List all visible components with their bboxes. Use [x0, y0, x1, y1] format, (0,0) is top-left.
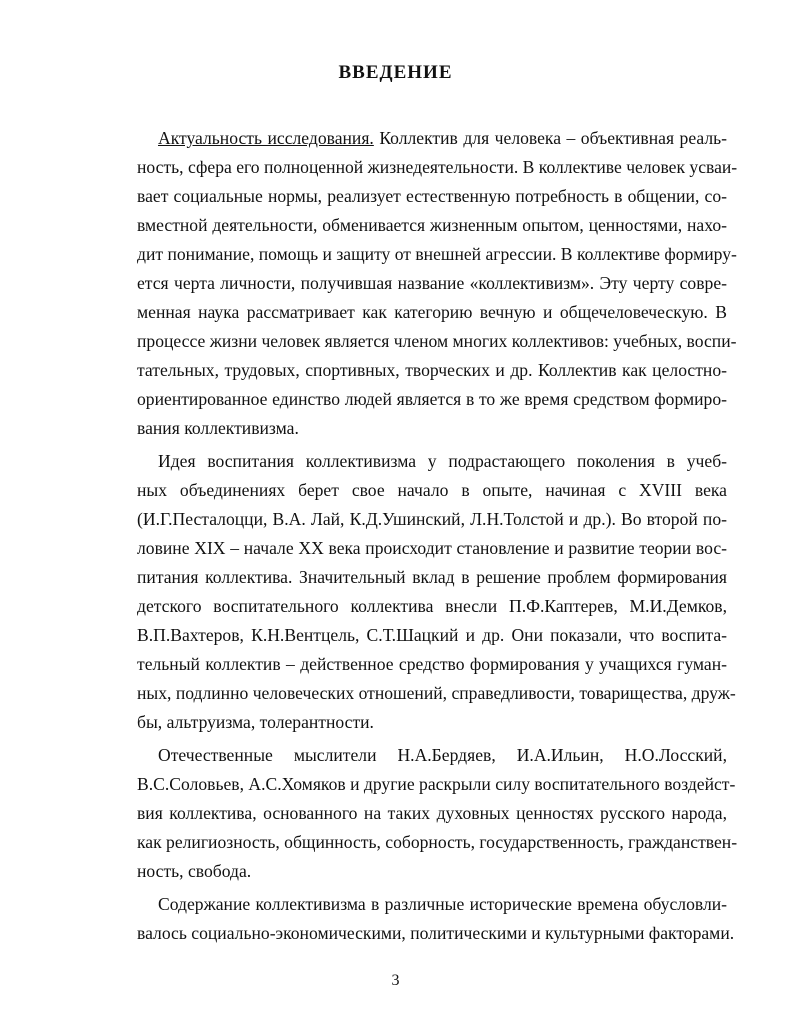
- text-line: [137, 124, 727, 153]
- paragraph-1: [137, 124, 738, 443]
- text-line: менная наука рассматривает как категорию вечную и общечеловеческую. В: [137, 302, 727, 322]
- text-span: Коллектив для человека – объективная реаль-: [373, 128, 727, 148]
- text-line: В.П.Вахтеров, К.Н.Вентцель, С.Т.Шацкий и др. Они показали, что воспита-: [137, 625, 727, 645]
- text-line: Идея воспитания коллективизма у подрастающего поколения в учеб-: [158, 451, 727, 471]
- text-line: бы, альтруизма, толерантности.: [137, 712, 374, 732]
- page-number: 3: [391, 972, 400, 989]
- paragraph-2: [137, 447, 736, 737]
- text-line: как религиозность, общинность, соборность, государственность, гражданствен-: [137, 832, 738, 852]
- text-line: валось социально-экономическими, политическими и культурными факторами.: [137, 923, 735, 943]
- text-line: Содержание коллективизма в различные исторические времена обусловли-: [158, 894, 727, 914]
- document-body: [137, 124, 738, 952]
- underlined-heading: Актуальность исследования.: [158, 128, 374, 148]
- text-line: дит понимание, помощь и защиту от внешней агрессии. В коллективе формиру-: [137, 244, 737, 264]
- text-line: ных, подлинно человеческих отношений, справедливости, товарищества, друж-: [137, 683, 736, 703]
- text-line: вия коллектива, основанного на таких духовных ценностях русского народа,: [137, 803, 727, 823]
- text-line: (И.Г.Песталоцци, В.А. Лай, К.Д.Ушинский, Л.Н.Толстой и др.). Во второй по-: [137, 509, 727, 529]
- text-line: тельный коллектив – действенное средство формирования у учащихся гуман-: [137, 654, 727, 674]
- paragraph-4: [137, 890, 735, 948]
- text-line: детского воспитательного коллектива внесли П.Ф.Каптерев, М.И.Демков,: [137, 596, 727, 616]
- text-line: ность, свобода.: [137, 861, 252, 881]
- text-line: тательных, трудовых, спортивных, творческих и др. Коллектив как целостно-: [137, 360, 727, 380]
- text-line: ется черта личности, получившая название «коллективизм». Эту черту совре-: [137, 273, 727, 293]
- text-line: процессе жизни человек является членом многих коллективов: учебных, воспи-: [137, 331, 737, 351]
- text-line: вает социальные нормы, реализует естественную потребность в общении, со-: [137, 186, 727, 206]
- text-line: вания коллективизма.: [137, 418, 299, 438]
- text-line: ность, сфера его полноценной жизнедеятельности. В коллективе человек усваи-: [137, 157, 738, 177]
- text-line: вместной деятельности, обменивается жизненным опытом, ценностями, нахо-: [137, 215, 727, 235]
- page-title: ВВЕДЕНИЕ: [338, 62, 453, 83]
- text-line: питания коллектива. Значительный вклад в решение проблем формирования: [137, 567, 727, 587]
- text-line: ориентированное единство людей является в то же время средством формиро-: [137, 389, 727, 409]
- text-line: ловине XIX – начале XX века происходит становление и развитие теории вос-: [137, 538, 727, 558]
- text-line: Отечественные мыслители Н.А.Бердяев, И.А.Ильин, Н.О.Лосский,: [158, 745, 727, 765]
- text-line: ных объединениях берет свое начало в опыте, начиная с XVIII века: [137, 480, 727, 500]
- paragraph-3: [137, 741, 738, 886]
- text-line: В.С.Соловьев, А.С.Хомяков и другие раскрыли силу воспитательного воздейст-: [137, 774, 736, 794]
